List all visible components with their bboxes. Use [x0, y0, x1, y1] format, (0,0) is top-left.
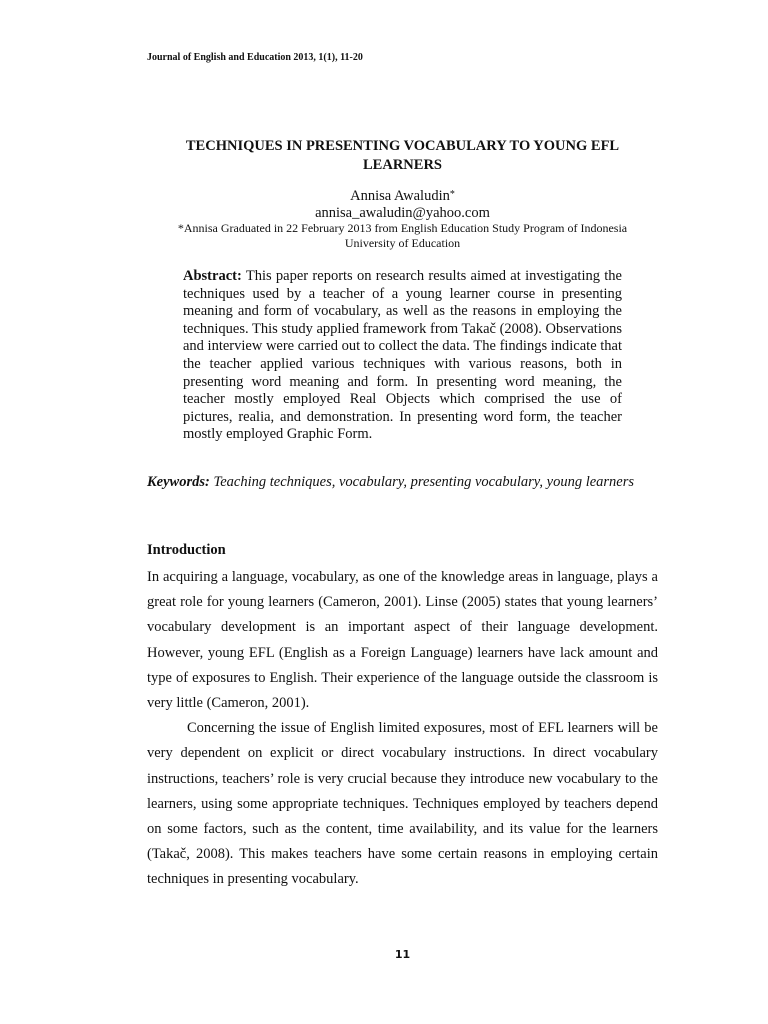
keywords: [147, 473, 658, 492]
journal-citation: Journal of English and Education 2013, 1(1), 11-20: [147, 52, 363, 63]
author-asterisk: *: [449, 189, 455, 200]
title-line-1: TECHNIQUES IN PRESENTING VOCABULARY TO YOUNG EFL: [185, 138, 620, 154]
abstract-text: This paper reports on research results aimed at investigating the techniques used by a teacher of a young learner course in presenting meaning and form of vocabulary, as well as the reasons in employing the techniques. This study applied framework from Takač (2008). Observations and interview were carried out to collect the data. The findings indicate that the teacher applied various techniques with various reasons, both in presenting word meaning and form. In presenting word meaning, the teacher mostly employed Real Objects which comprised the use of pictures, realia, and demonstration. In presenting word form, the teacher mostly employed Graphic Form.: [183, 268, 622, 443]
abstract-label: Abstract:: [183, 268, 242, 284]
section-heading-introduction: Introduction: [147, 542, 226, 558]
author-line: [147, 185, 658, 206]
title-line-2: LEARNERS: [363, 157, 442, 173]
keywords-label: Keywords:: [147, 474, 210, 490]
affiliation-line-2: University of Education: [344, 236, 461, 250]
paragraph-2: Concerning the issue of English limited exposures, most of EFL learners will be very dependent on explicit or direct vocabulary instructions. In direct vocabulary instructions, teachers’ role is very crucial because they introduce new vocabulary to the learners, using some appropriate techniques. Techniques employed by teachers depend on some factors, such as the content, time availability, and its value for the learners (Takač, 2008). This makes teachers have some certain reasons in employing certain techniques in presenting vocabulary.: [147, 720, 658, 888]
author-name: Annisa Awaludin: [350, 188, 450, 204]
paper-title: [147, 137, 658, 175]
author-email: annisa_awaludin@yahoo.com: [315, 205, 490, 221]
abstract: [183, 268, 622, 444]
page-number: 11: [394, 948, 411, 961]
author-affiliation: [147, 221, 658, 251]
paragraph-1: In acquiring a language, vocabulary, as one of the knowledge areas in language, plays a great role for young learners (Cameron, 2001). Linse (2005) states that young learners’ vocabulary development is an important aspect of their language development. However, young EFL (English as a Foreign Language) learners have lack amount and type of exposures to English. Their experience of the language outside the classroom is very little (Cameron, 2001).: [147, 569, 658, 712]
introduction-body: [147, 565, 658, 893]
affiliation-line-1: *Annisa Graduated in 22 February 2013 from English Education Study Program of Indonesia: [177, 221, 628, 235]
keywords-text: Teaching techniques, vocabulary, presenting vocabulary, young learners: [209, 474, 635, 490]
